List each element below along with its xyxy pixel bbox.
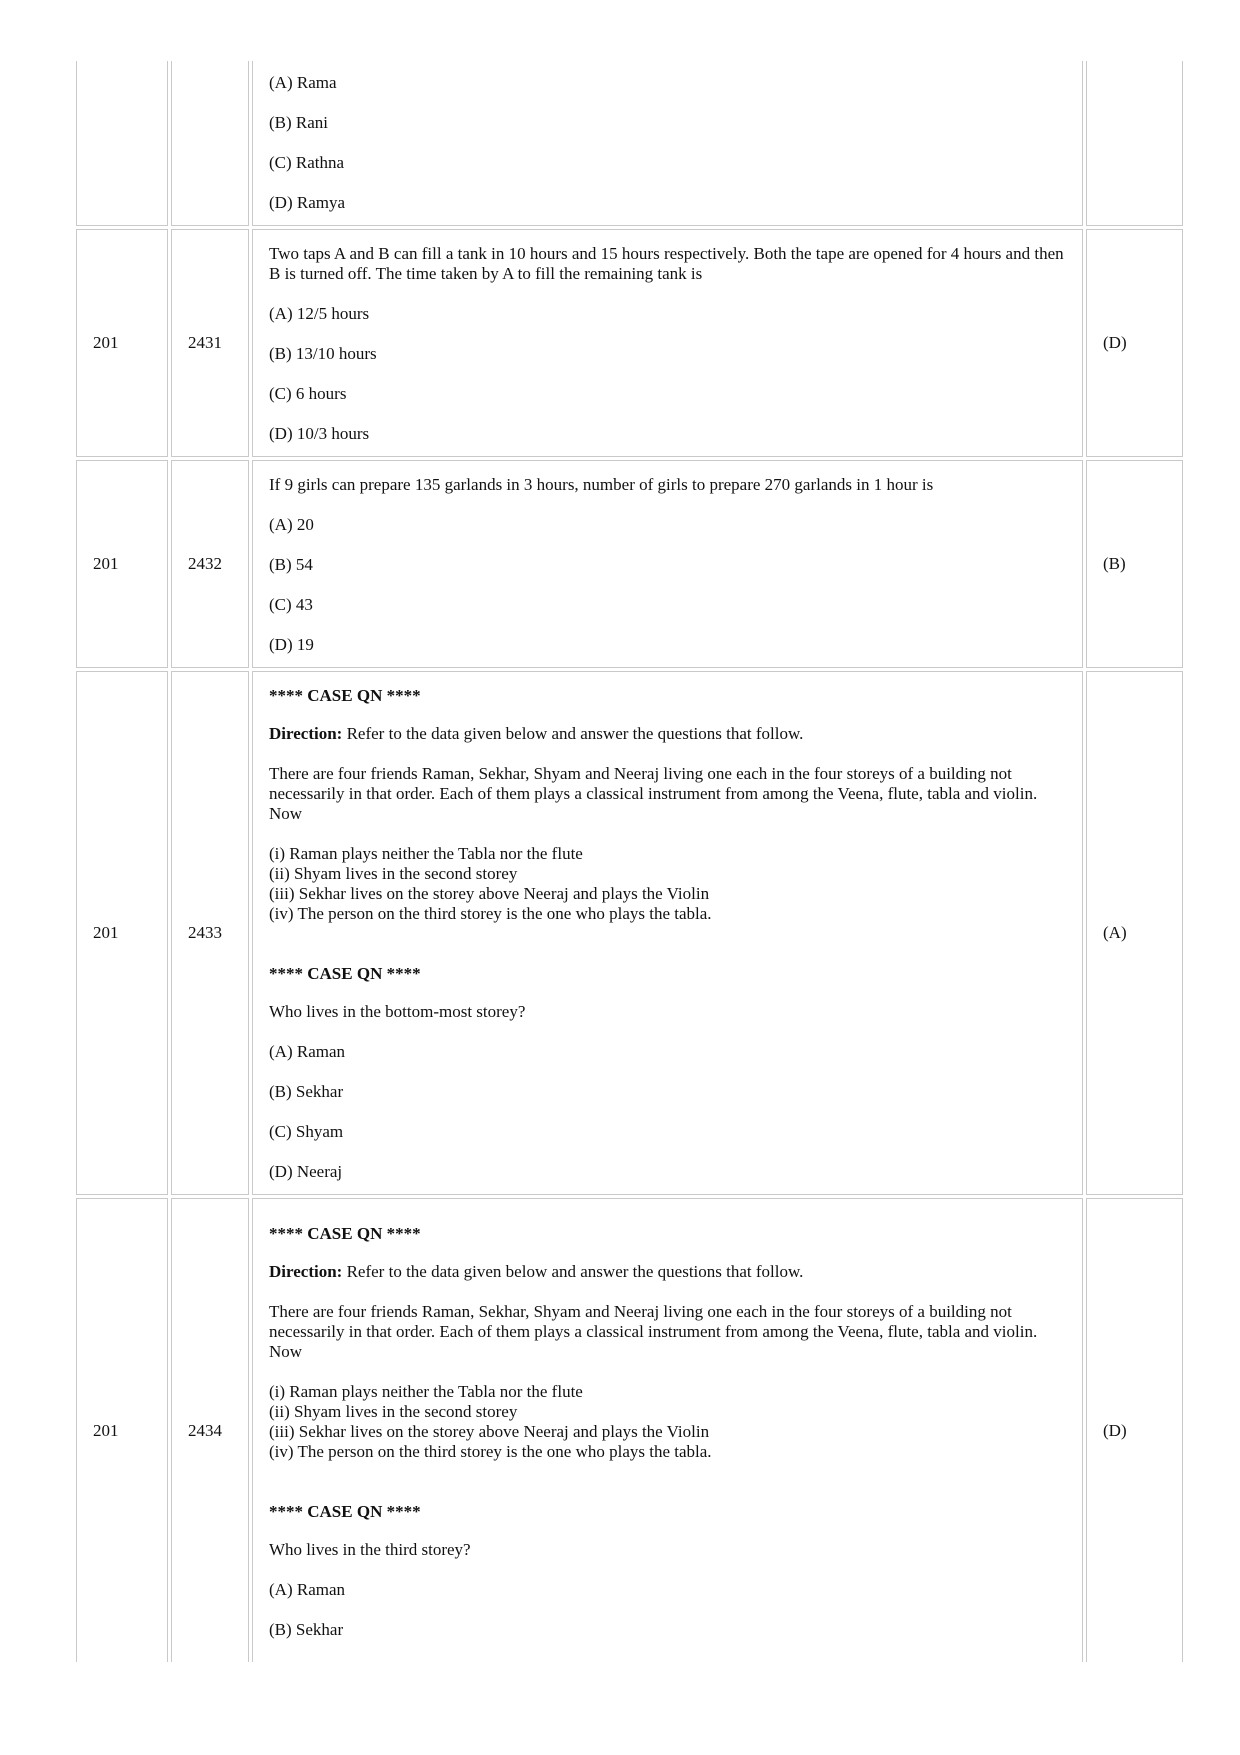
direction [269, 1262, 1066, 1282]
option-d: (D) 10/3 hours [269, 424, 370, 443]
option-c: (C) 6 hours [269, 384, 347, 403]
option-b: (B) Sekhar [269, 1082, 344, 1101]
question-table [73, 58, 1186, 1665]
option-d: (D) 19 [269, 635, 314, 654]
case-title-end: **** CASE QN **** [269, 964, 421, 983]
option-a: (A) 12/5 hours [269, 304, 370, 323]
direction-label: Direction: [269, 724, 343, 743]
statement: (iv) The person on the third storey is the one who plays the tabla. [269, 904, 712, 923]
statement: (ii) Shyam lives in the second storey [269, 864, 518, 883]
statement: (i) Raman plays neither the Tabla nor the flute [269, 1381, 583, 1401]
answer-cell: (A) [1086, 671, 1183, 1195]
table-row [76, 671, 1183, 1195]
subject-code-cell: 201 [76, 460, 168, 668]
question-text: Who lives in the bottom-most storey? [269, 1002, 526, 1021]
subject-code-cell: 201 [76, 1198, 168, 1662]
table-row [76, 1198, 1183, 1662]
question-cell [252, 460, 1083, 668]
option-c: (C) Shyam [269, 1122, 344, 1141]
question-number-cell: 2433 [171, 671, 249, 1195]
statement-list [269, 844, 1066, 924]
option-d: (D) Ramya [269, 193, 346, 212]
direction-text: Refer to the data given below and answer the questions that follow. [342, 1261, 804, 1281]
statement: (ii) Shyam lives in the second storey [269, 1401, 518, 1421]
case-title-end: **** CASE QN **** [269, 1501, 421, 1521]
direction-label: Direction: [269, 1261, 343, 1281]
option-a: (A) 20 [269, 515, 314, 534]
statement: (iii) Sekhar lives on the storey above Neeraj and plays the Violin [269, 1421, 710, 1441]
option-a: (A) Rama [269, 73, 337, 92]
statement: (i) Raman plays neither the Tabla nor the flute [269, 844, 583, 863]
statement-list [269, 1382, 1066, 1462]
direction-text: Refer to the data given below and answer the questions that follow. [342, 724, 804, 743]
option-b: (B) 54 [269, 555, 313, 574]
question-page [73, 58, 1171, 1665]
passage: There are four friends Raman, Sekhar, Shyam and Neeraj living one each in the four storeys of a building not necessarily in that order. Each of them plays a classical instrument from among the Veena, flute, tabla and violin. Now [269, 1301, 1038, 1361]
table-row [76, 460, 1183, 668]
answer-cell [1086, 61, 1183, 226]
question-text: If 9 girls can prepare 135 garlands in 3 hours, number of girls to prepare 270 garlands in 1 hour is [269, 475, 934, 494]
option-b: (B) Sekhar [269, 1619, 344, 1639]
question-cell [252, 229, 1083, 457]
option-d: (D) Neeraj [269, 1162, 343, 1181]
table-row [76, 229, 1183, 457]
passage: There are four friends Raman, Sekhar, Shyam and Neeraj living one each in the four storeys of a building not necessarily in that order. Each of them plays a classical instrument from among the Veena, flute, tabla and violin. Now [269, 764, 1038, 823]
answer-cell: (B) [1086, 460, 1183, 668]
direction [269, 724, 1066, 744]
case-title: **** CASE QN **** [269, 686, 421, 705]
subject-code-cell: 201 [76, 671, 168, 1195]
option-a: (A) Raman [269, 1042, 346, 1061]
question-number-cell: 2434 [171, 1198, 249, 1662]
question-number-cell: 2432 [171, 460, 249, 668]
option-c: (C) Rathna [269, 153, 345, 172]
option-c: (C) 43 [269, 595, 313, 614]
question-text: Who lives in the third storey? [269, 1539, 471, 1559]
statement: (iii) Sekhar lives on the storey above Neeraj and plays the Violin [269, 884, 710, 903]
subject-code-cell: 201 [76, 229, 168, 457]
statement: (iv) The person on the third storey is the one who plays the tabla. [269, 1441, 712, 1461]
question-cell [252, 61, 1083, 226]
subject-code-cell [76, 61, 168, 226]
question-cell [252, 671, 1083, 1195]
option-b: (B) Rani [269, 113, 329, 132]
question-text: Two taps A and B can fill a tank in 10 hours and 15 hours respectively. Both the tape are opened for 4 hours and then B is turned off. The time taken by A to fill the remaining tank is [269, 244, 1064, 283]
case-title: **** CASE QN **** [269, 1223, 421, 1243]
question-number-cell [171, 61, 249, 226]
option-b: (B) 13/10 hours [269, 344, 377, 363]
table-row [76, 61, 1183, 226]
question-number-cell: 2431 [171, 229, 249, 457]
answer-cell: (D) [1086, 229, 1183, 457]
question-cell [252, 1198, 1083, 1662]
option-a: (A) Raman [269, 1579, 346, 1599]
answer-cell: (D) [1086, 1198, 1183, 1662]
